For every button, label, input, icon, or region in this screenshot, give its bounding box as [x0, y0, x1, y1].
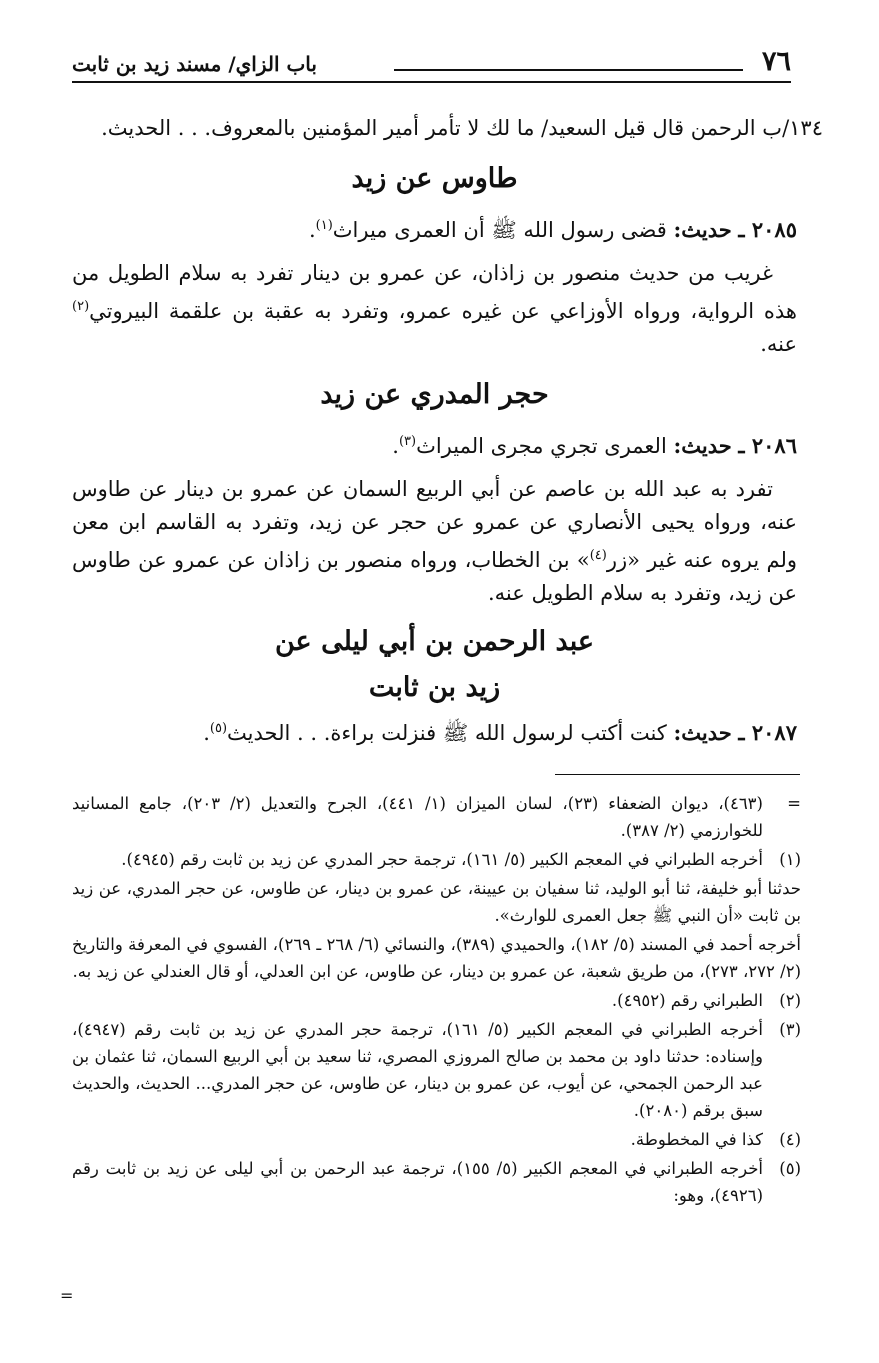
section-heading-line2: زيد بن ثابت: [368, 672, 501, 703]
hadith-2087: [72, 712, 797, 750]
footnote-ref: (٣): [398, 434, 417, 449]
hadith-end: .: [392, 434, 399, 458]
footnote-text: (٤٦٣)، ديوان الضعفاء (٢٣)، لسان الميزان (١/ ٤٤١)، الجرح والتعديل (٢/ ٢٠٣)، جامع المسانيد للخوارزمي (٢/ ٣٨٧).: [72, 794, 763, 840]
footnote-mark: (٣): [779, 1020, 801, 1039]
footnote-1: [72, 846, 801, 873]
footnote-text: الطبراني رقم (٤٩٥٢).: [611, 991, 763, 1010]
footnote-separator: [555, 774, 800, 775]
section-heading: حجر المدري عن زيد: [320, 379, 549, 410]
hadith-end: .: [308, 218, 316, 242]
paragraph-text-end: » بن الخطاب، ورواه منصور بن زاذان عن عمرو عن طاوس عن زيد، وتفرد به سلام الطويل عنه.: [72, 548, 797, 605]
hadith-label: حديث:: [673, 433, 732, 458]
header-dash-line: [394, 69, 743, 71]
section-heading: طاوس عن زيد: [351, 163, 518, 194]
footnote-3: [72, 1016, 801, 1124]
running-title: باب الزاي/ مسند زيد بن ثابت: [72, 52, 317, 76]
hadith-number: ٢٠٨٦ ـ: [738, 433, 797, 458]
header-rule: [72, 81, 791, 83]
hadith-number: ٢٠٨٥ ـ: [738, 217, 797, 242]
section-heading-line1: عبد الرحمن بن أبي ليلى عن: [275, 626, 594, 657]
footnote-text: أخرجه الطبراني في المعجم الكبير (٥/ ١٥٥)، ترجمة عبد الرحمن بن أبي ليلى عن زيد بن ثابت رقم (٤٩٢٦)، وهو:: [72, 1159, 763, 1205]
hadith-2085: [72, 209, 797, 247]
footnote-ref: (٢): [72, 299, 90, 314]
hadith-2086: [72, 425, 797, 463]
commentary-paragraph: [72, 473, 797, 610]
continues-mark: =: [60, 1286, 74, 1305]
hadith-text: العمرى تجري مجرى الميراث: [416, 434, 667, 458]
footnote-text: أخرجه الطبراني في المعجم الكبير (٥/ ١٦١)، ترجمة حجر المدري عن زيد بن ثابت رقم (٤٩٤٥).: [121, 850, 763, 869]
footnote-mark: (٢): [779, 991, 801, 1010]
footnotes: [72, 790, 801, 1211]
continuation-mark: =: [787, 794, 801, 813]
page-number: ٧٦: [761, 46, 791, 77]
footnote-1-sources: أخرجه أحمد في المسند (٥/ ١٨٢)، والحميدي (٣٨٩)، والنسائي (٦/ ٢٦٨ ـ ٢٦٩)، الفسوي في المعرفة والتاريخ (٢/ ٢٧٢، ٢٧٣)، من طريق شعبة، عن عمرو بن دينار، عن طاوس، عن ابن العدلي، أو قال العندلي عن زيد به.: [72, 935, 802, 981]
footnote-mark: (٥): [779, 1159, 801, 1178]
footnote-mark: (١): [779, 850, 801, 869]
hadith-end: .: [203, 721, 210, 745]
footnote-text: أخرجه الطبراني في المعجم الكبير (٥/ ١٦١)، ترجمة حجر المدري عن زيد بن ثابت رقم (٤٩٤٧)، وإسناده: حدثنا داود بن محمد بن صالح المروزي المصري، ثنا سعيد بن أبي الربيع السمان، ثنا عثمان بن عبد الرحمن الجمحي، عن أيوب، عن عمرو بن دينار، عن طاوس، عن حجر المدري... الحديث، والحديث سبق برقم (٢٠٨٠).: [72, 1020, 763, 1120]
hadith-label: حديث:: [673, 217, 732, 242]
running-header: [72, 42, 791, 82]
paragraph-text-end: عنه.: [760, 332, 797, 356]
paragraph-text: غريب من حديث منصور بن زاذان، عن عمرو بن دينار تفرد به سلام الطويل من هذه الرواية، ورواه الأوزاعي عن غيره عمرو، وتفرد به عقبة بن علقمة البيروتي: [72, 261, 797, 323]
footnote-ref: (٤): [589, 548, 607, 563]
hadith-number: ٢٠٨٧ ـ: [738, 720, 797, 745]
footnote-1-isnad: حدثنا أبو خليفة، ثنا أبو الوليد، ثنا سفيان بن عيينة، عن عمرو بن دينار، عن طاوس، عن حجر المدري، عن زيد بن ثابت «أن النبي ﷺ جعل العمرى للوارث».: [72, 879, 801, 925]
hadith-label: حديث:: [673, 720, 732, 745]
opening-line: ١٣٤/ب الرحمن قال قيل السعيد/ ما لك لا تأمر أمير المؤمنين بالمعروف. . . الحديث.: [101, 116, 823, 140]
main-text: [72, 112, 823, 760]
footnote-ref: (١): [315, 218, 333, 233]
paragraph-text: تفرد به عبد الله بن عاصم عن أبي الربيع السمان عن عمرو بن دينار عن طاوس عنه، ورواه يحيى الأنصاري عن عمرو عن حجر عن زيد، وتفرد به القاسم ابن معن ولم يروه عنه غير «زر: [72, 477, 797, 572]
footnote-ref: (٥): [209, 721, 228, 736]
footnote-text: كذا في المخطوطة.: [630, 1130, 763, 1149]
hadith-text: كنت أكتب لرسول الله ﷺ فنزلت براءة. . . الحديث: [227, 721, 667, 745]
footnote-4: [72, 1126, 801, 1153]
footnote-2: [72, 987, 801, 1014]
footnote-5: [72, 1155, 801, 1209]
footnote-continuation: [72, 790, 801, 844]
footnote-mark: (٤): [779, 1130, 801, 1149]
commentary-paragraph: [72, 257, 797, 361]
hadith-text: قضى رسول الله ﷺ أن العمرى ميراث: [332, 218, 667, 242]
